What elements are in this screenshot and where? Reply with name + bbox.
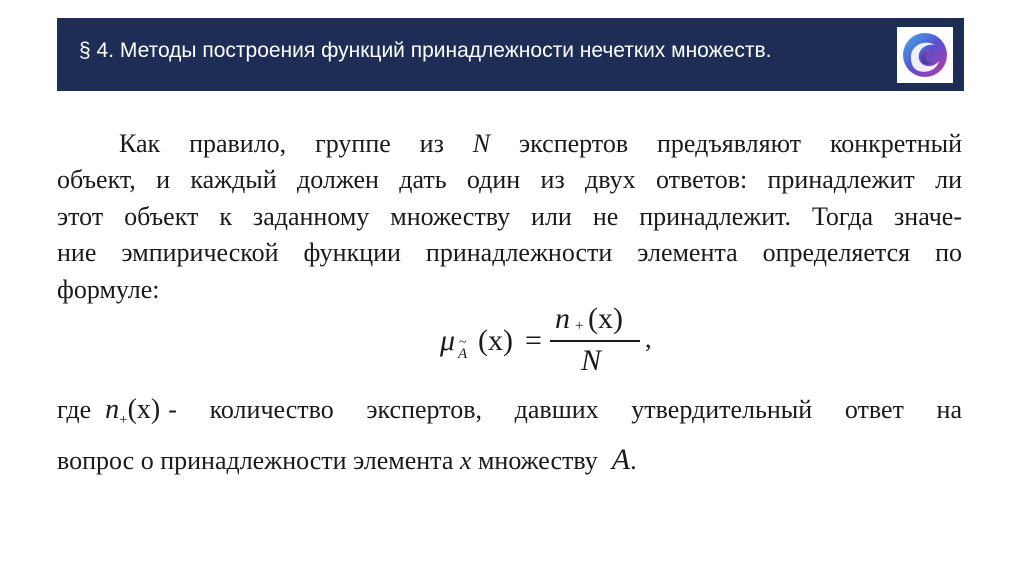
formula-numerator-n: n bbox=[555, 302, 570, 335]
formula-equals: = bbox=[525, 324, 542, 357]
paragraph-line-1-start: Как правило, группе из bbox=[119, 129, 473, 158]
formula-mu: μ bbox=[440, 324, 456, 357]
formula-set-subscript: A bbox=[458, 346, 468, 362]
experts-count-variable: N bbox=[472, 129, 491, 158]
n-subscript: + bbox=[119, 412, 128, 428]
n-symbol: n bbox=[105, 394, 120, 425]
title-bar bbox=[57, 18, 964, 91]
paragraph-line-2: объект, и каждый должен дать один из двух ответов: принадлежит ли bbox=[57, 165, 962, 195]
paragraph-line-1 bbox=[57, 126, 962, 162]
n-argument: (x) bbox=[127, 394, 161, 425]
explanation-period: . bbox=[630, 446, 637, 475]
formula-numerator-sub: + bbox=[575, 318, 584, 334]
paragraph-line-3: этот объект к заданному множеству или не принадлежит. Тогда значе- bbox=[57, 201, 962, 231]
set-symbol: A bbox=[611, 443, 631, 476]
swirl-logo-icon bbox=[897, 27, 953, 83]
paragraph-line-5: формуле: bbox=[57, 274, 160, 304]
element-variable: x bbox=[459, 446, 472, 475]
explanation-line-2-start: вопрос о принадлежности элемента bbox=[57, 446, 460, 475]
where-word: где bbox=[57, 395, 92, 424]
explanation-line-1 bbox=[57, 392, 962, 438]
formula-argument: (x) bbox=[478, 324, 513, 357]
paragraph-line-4: ние эмпирической функции принадлежности элемента определяется по bbox=[57, 238, 962, 268]
formula-denominator: N bbox=[581, 344, 602, 377]
membership-formula bbox=[440, 302, 660, 382]
intro-paragraph bbox=[57, 126, 962, 308]
n-plus-expression bbox=[105, 392, 160, 438]
fraction-bar bbox=[550, 340, 640, 342]
explanation-line-2-mid: множеству bbox=[471, 446, 598, 475]
slide-title: § 4. Методы построения функций принадлежности нечетких множеств. bbox=[79, 39, 772, 62]
formula-comma: , bbox=[645, 324, 652, 353]
explanation-text: - количество экспертов, давших утвердительный ответ на bbox=[168, 395, 962, 424]
paragraph-line-1-end: экспертов предъявляют конкретный bbox=[490, 129, 963, 158]
explanation-line-2 bbox=[57, 443, 637, 477]
formula-tilde: ~ bbox=[459, 335, 467, 350]
formula-numerator-arg: (x) bbox=[588, 302, 623, 335]
